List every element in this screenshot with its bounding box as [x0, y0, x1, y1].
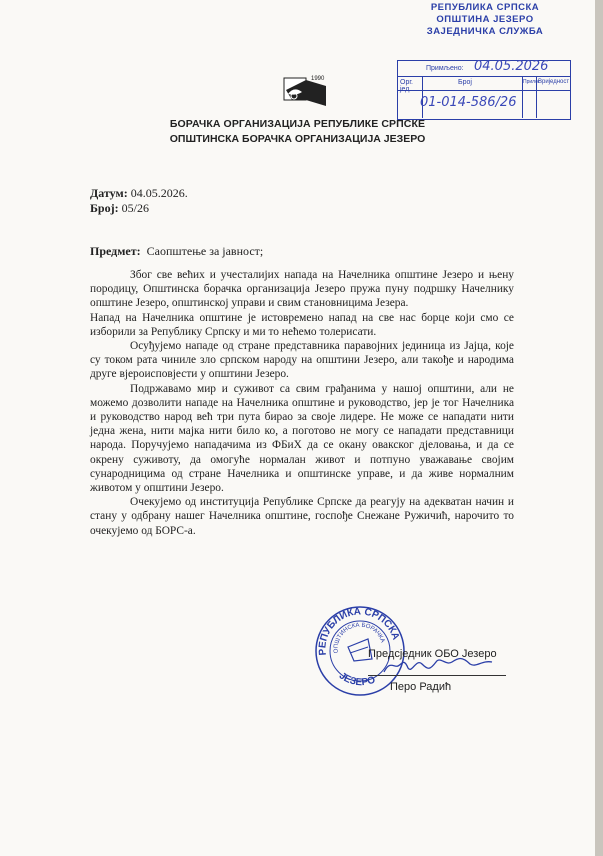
number-label: Број:: [90, 201, 119, 215]
veterans-emblem-icon: [282, 72, 328, 110]
seal-inner-text: ОПШТИНСКА БОРАЧКА: [333, 622, 386, 654]
svg-text:ЈЕЗЕРО: [337, 670, 377, 688]
date-value: 04.05.2026.: [130, 186, 188, 200]
paragraph-3: Осуђујемо нападе од стране представника паравојних јединица из Јајца, које су током рата чиниле зло српском народу на општини Језеро, али такође и народима друге вјероисповјести у општини Језеро.: [90, 340, 514, 381]
signature-title: Предсједник ОБО Језеро: [368, 648, 497, 660]
subject-label: Предмет:: [90, 244, 141, 258]
seal-bottom-text: ЈЕЗЕРО: [336, 670, 377, 689]
org-title-line-1: БОРАЧКА ОРГАНИЗАЦИЈА РЕПУБЛИКЕ СРПСКЕ: [169, 118, 426, 130]
paragraph-2: Напад на Начелника општине је истовремено напад на све нас борце који смо се изборили за Републику Српску и ми то нећемо толерисати.: [90, 311, 514, 338]
value-label: Вриједност: [538, 79, 570, 85]
number-label: Број: [458, 79, 472, 86]
stamp-columns-row: [398, 77, 570, 91]
subject-line: [90, 244, 263, 259]
letter-body: [90, 268, 514, 538]
stamp-line-1: РЕПУБЛИКА СРПСКА: [430, 2, 540, 13]
signature-name: Перо Радић: [390, 681, 452, 693]
signature-line: [368, 675, 506, 676]
date-line: [90, 186, 188, 201]
stamp-line-2: ОПШТИНА ЈЕЗЕРО: [436, 14, 534, 25]
paragraph-4: Подржавамо мир и суживот са свим грађанима у нашој општини, али не можемо дозволити нападе на Начелника општине и руководство, јер је тог Начелника и руководство народ већ три пута бирао за своје лидере. Не може се нападати нити једна жена, нити мајка нити било ко, а поготово не могу се нападати представници народа. Поручујемо нападачима из ФБиХ да се окану овакског дјеловања, и да се окрену суживоту, да омогуће нормалан живот и потпуно уважавање својим сународницима од стране Начелника и општинске управе, и да живе нормалним животом у општини Језеро.: [90, 382, 514, 495]
date-label: Датум:: [90, 186, 128, 200]
paragraph-5: Очекујемо од институција Републике Српске да реагују на адекватан начин и стану у одбрану нашег Начелника општине, госпође Снежане Ружичић, нарочито то очекујемо од БОРС-а.: [90, 496, 514, 537]
page-edge: [595, 0, 603, 856]
number-line: [90, 201, 149, 216]
registry-number: 01-014-586/26: [420, 95, 517, 110]
registry-stamp-header: [412, 2, 558, 38]
attachment-label: Прилог: [523, 79, 540, 85]
received-date: 04.05.2026: [474, 59, 549, 74]
org-title-line-2: ОПШТИНСКА БОРАЧКА ОРГАНИЗАЦИЈА ЈЕЗЕРО: [169, 133, 426, 145]
received-label: Примљено:: [426, 65, 464, 72]
logo-year: 1990: [311, 76, 325, 82]
stamp-received-row: [398, 61, 570, 77]
number-value: 05/26: [121, 201, 149, 215]
seal-top-text: РЕПУБЛИКА СРПСКА: [317, 606, 402, 656]
stamp-line-3: ЗАЈЕДНИЧКА СЛУЖБА: [426, 26, 544, 37]
paragraph-1: Због све већих и учесталијих напада на Начелника општине Језеро и њену породицу, Општинска борачка организација Језеро пружа пуну подршку Начелнику општине Језеро, општинској управи и свим становницима Језера.: [90, 269, 514, 310]
org-unit-label: Орг. јед.: [400, 79, 413, 93]
registry-stamp-table: [397, 60, 571, 120]
subject-value: Саопштење за јавност;: [146, 244, 264, 258]
